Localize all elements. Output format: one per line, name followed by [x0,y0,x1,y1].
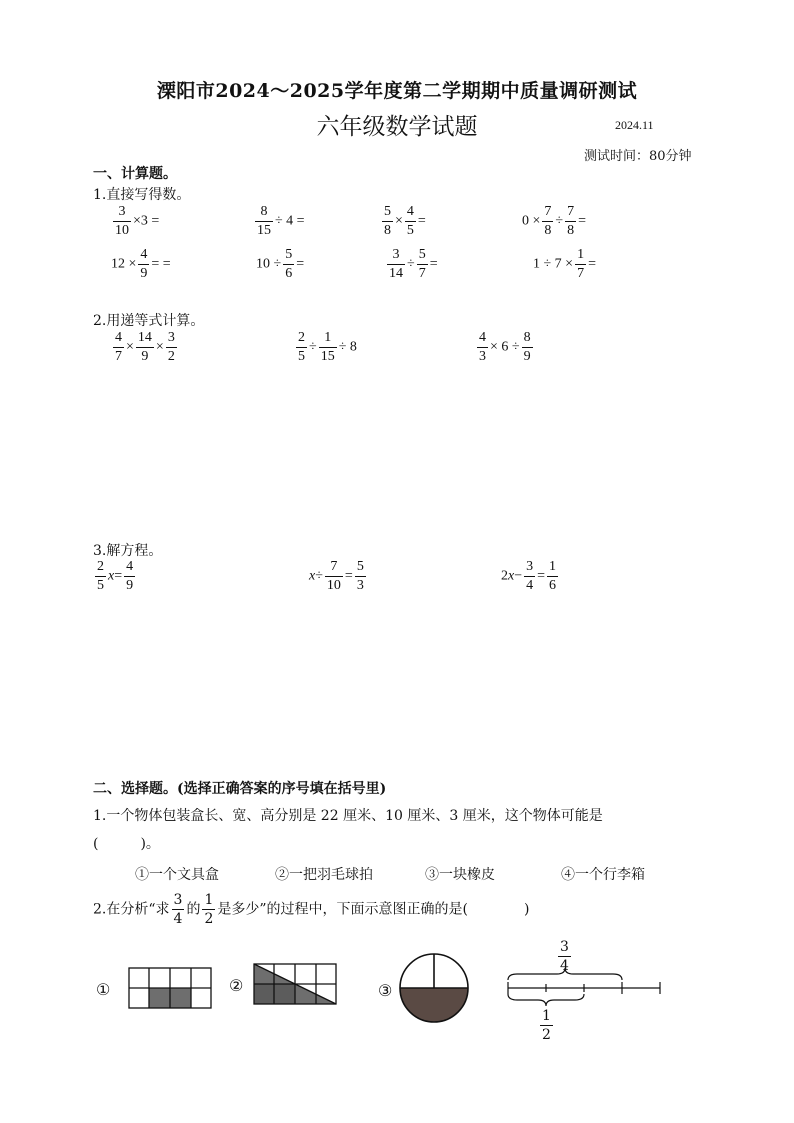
q3-item-3: 2x− $\frac{3}{4}$ = $\frac{1}{6}$ [501,559,557,593]
q3-item-1: $\frac{2}{5}$ x= $\frac{4}{9}$ [97,559,134,593]
s2-q1-option-4: ④一个行李箱 [561,867,645,883]
q1-item-3: $\frac{5}{8}$ × $\frac{4}{5}$ = [384,204,426,238]
diagram-3-circle [398,952,470,1024]
q1-item-8: 1 ÷ 7 × $\frac{1}{7}$ = [533,247,596,281]
q3-item-2: x÷ $\frac{7}{10}$ = $\frac{5}{3}$ [309,559,364,593]
diagram-4-top-fraction: $\frac{3}{4}$ [560,939,569,974]
section2-heading: 二、选择题。(选择正确答案的序号填在括号里) [93,781,387,797]
q1-label: 1.直接写得数。 [93,187,191,203]
diagram-3-shaded-half [400,988,468,1022]
diagram-marker-3: ③ [378,981,393,1000]
q1-item-7: $\frac{3}{14}$ ÷ $\frac{5}{7}$ = [389,247,438,281]
diagram-4-bottom-fraction: $\frac{1}{2}$ [542,1008,551,1043]
exam-title-line1: 溧阳市2024～2025学年度第二学期期中质量调研测试 [156,80,638,102]
s2-q1-option-3: ③一块橡皮 [425,867,495,883]
q2-label: 2.用递等式计算。 [93,313,205,329]
exam-date: 2024.11 [615,118,654,132]
s2-q1-option-2: ②一把羽毛球拍 [275,867,373,883]
q1-item-1: $\frac{3}{10}$ ×3 = [115,204,160,238]
q2-item-3: $\frac{4}{3}$ × 6 ÷ $\frac{8}{9}$ [479,330,531,364]
s2-q2-line: 2.在分析“求 $\frac{3}{4}$ 的 $\frac{1}{2}$ 是多少”的过程中，下面示意图正确的是( ) [93,892,530,927]
exam-duration: 测试时间：80分钟 [584,149,692,164]
q2-item-2: $\frac{2}{5}$ ÷ $\frac{1}{15}$ ÷ 8 [298,330,357,364]
q1-item-2: $\frac{8}{15}$ ÷ 4 = [257,204,305,238]
diagram-2-grid [252,962,338,1008]
diagram-marker-1: ① [96,980,111,999]
section1-heading: 一、计算题。 [93,166,177,182]
s2-q1-option-1: ①一个文具盒 [135,867,219,883]
exam-title-line2: 六年级数学试题 [316,114,478,140]
q1-item-4: 0 × $\frac{7}{8}$ ÷ $\frac{7}{8}$ = [522,204,586,238]
diagram-marker-2: ② [229,976,244,995]
s2-q1-line2: ( )。 [93,836,160,852]
s2-q1-line1: 1.一个物体包装盒长、宽、高分别是 22 厘米、10 厘米、3 厘米，这个物体可能是 [93,808,603,824]
diagram-1-grid [128,966,214,1012]
q1-item-5: 12 × $\frac{4}{9}$ = = [111,247,171,281]
q1-item-6: 10 ÷ $\frac{5}{6}$ = [256,247,305,281]
q3-label: 3.解方程。 [93,543,163,559]
diagram-4-segment [505,940,665,1043]
q2-item-1: $\frac{4}{7}$ × $\frac{14}{9}$ × $\frac{3}{2}$ [115,330,175,364]
